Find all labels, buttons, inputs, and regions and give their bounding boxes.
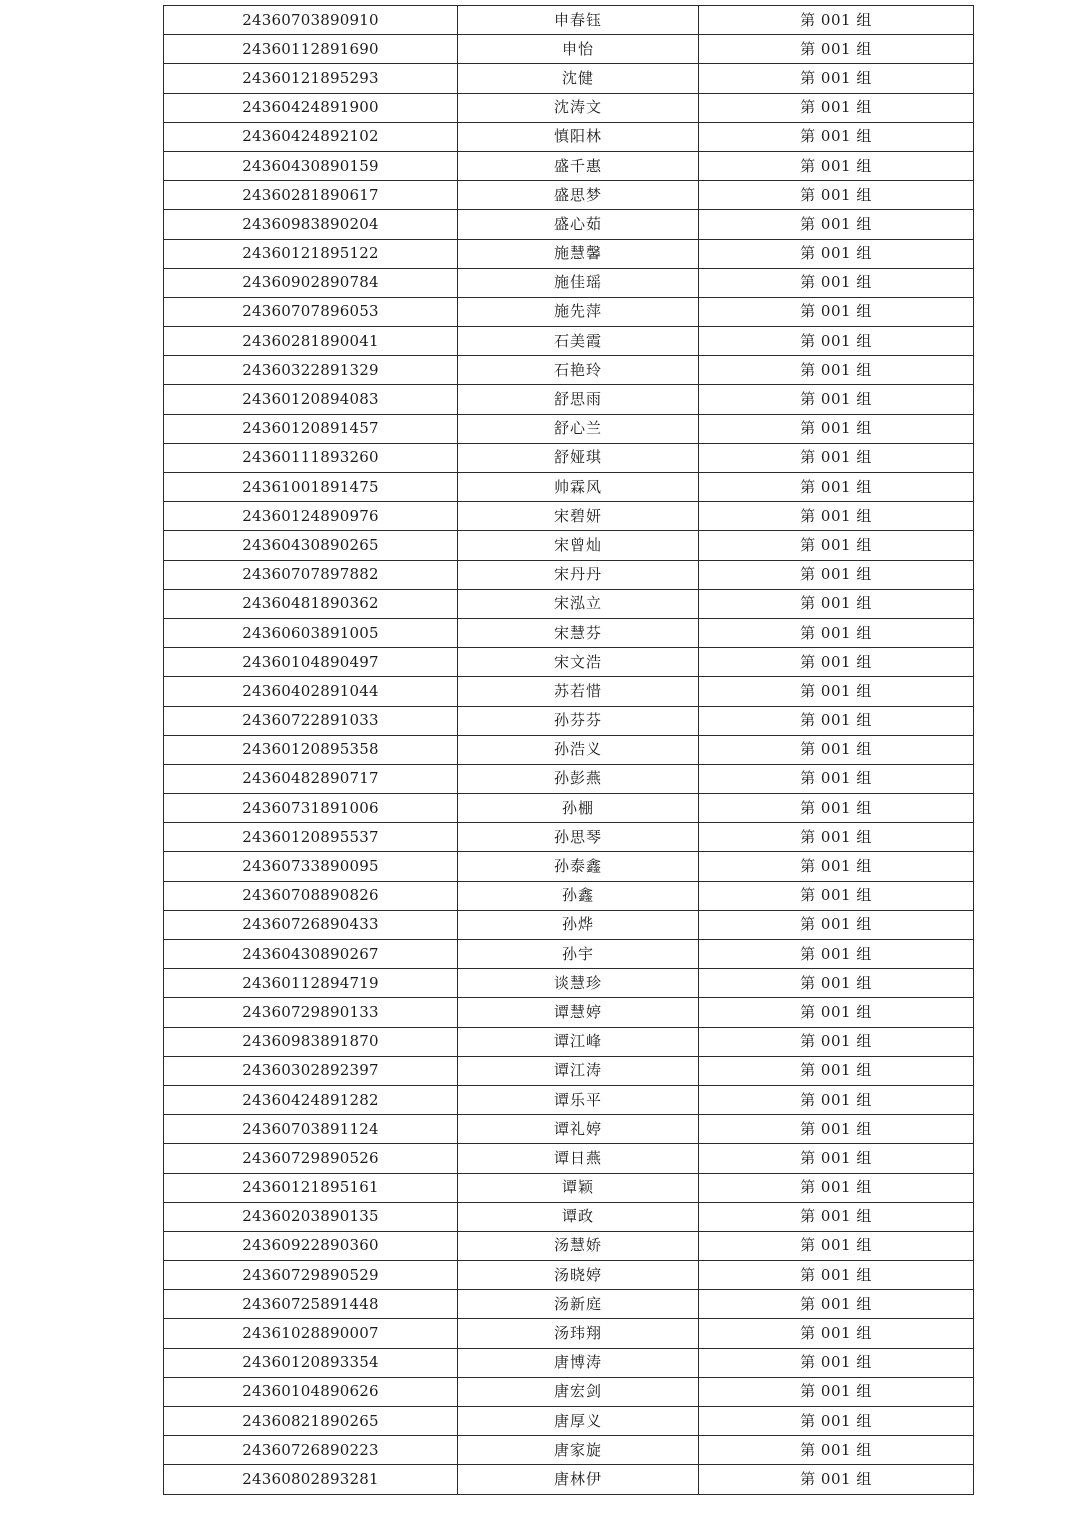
candidate-name-cell: 唐博涛 bbox=[458, 1348, 699, 1377]
table-row bbox=[164, 881, 974, 910]
table-row bbox=[164, 1115, 974, 1144]
candidate-name-cell: 孙烨 bbox=[458, 910, 699, 939]
group-cell: 第 001 组 bbox=[699, 1290, 974, 1319]
candidate-name-cell: 孙宇 bbox=[458, 940, 699, 969]
candidate-name-cell: 汤晓婷 bbox=[458, 1261, 699, 1290]
table-row bbox=[164, 6, 974, 35]
table-row bbox=[164, 443, 974, 472]
table-row bbox=[164, 1202, 974, 1231]
group-cell: 第 001 组 bbox=[699, 1115, 974, 1144]
table-row bbox=[164, 1465, 974, 1494]
exam-id-cell: 24360430890265 bbox=[164, 531, 458, 560]
group-cell: 第 001 组 bbox=[699, 297, 974, 326]
table-row bbox=[164, 940, 974, 969]
exam-id-cell: 24360111893260 bbox=[164, 443, 458, 472]
table-row bbox=[164, 1173, 974, 1202]
exam-id-cell: 24360424891282 bbox=[164, 1085, 458, 1114]
table-row bbox=[164, 1027, 974, 1056]
group-cell: 第 001 组 bbox=[699, 823, 974, 852]
table-row bbox=[164, 648, 974, 677]
candidate-name-cell: 谭慧婷 bbox=[458, 998, 699, 1027]
group-cell: 第 001 组 bbox=[699, 764, 974, 793]
candidate-name-cell: 施先萍 bbox=[458, 297, 699, 326]
candidate-name-cell: 宋慧芬 bbox=[458, 618, 699, 647]
table-row bbox=[164, 1290, 974, 1319]
group-cell: 第 001 组 bbox=[699, 618, 974, 647]
group-cell: 第 001 组 bbox=[699, 998, 974, 1027]
exam-id-cell: 24360731891006 bbox=[164, 794, 458, 823]
exam-id-cell: 24360703891124 bbox=[164, 1115, 458, 1144]
group-cell: 第 001 组 bbox=[699, 794, 974, 823]
table-row bbox=[164, 239, 974, 268]
group-cell: 第 001 组 bbox=[699, 93, 974, 122]
table-row bbox=[164, 910, 974, 939]
candidate-name-cell: 宋碧妍 bbox=[458, 502, 699, 531]
exam-id-cell: 24360902890784 bbox=[164, 268, 458, 297]
candidate-name-cell: 石美霞 bbox=[458, 327, 699, 356]
table-row bbox=[164, 735, 974, 764]
table-row bbox=[164, 764, 974, 793]
exam-id-cell: 24360922890360 bbox=[164, 1231, 458, 1260]
table-row bbox=[164, 1085, 974, 1114]
exam-id-cell: 24360729890526 bbox=[164, 1144, 458, 1173]
candidate-name-cell: 孙鑫 bbox=[458, 881, 699, 910]
candidate-name-cell: 申怡 bbox=[458, 35, 699, 64]
candidate-name-cell: 石艳玲 bbox=[458, 356, 699, 385]
table-row bbox=[164, 385, 974, 414]
group-cell: 第 001 组 bbox=[699, 881, 974, 910]
group-cell: 第 001 组 bbox=[699, 35, 974, 64]
exam-id-cell: 24360281890041 bbox=[164, 327, 458, 356]
table-row bbox=[164, 93, 974, 122]
group-cell: 第 001 组 bbox=[699, 1319, 974, 1348]
candidate-name-cell: 宋曾灿 bbox=[458, 531, 699, 560]
candidate-name-cell: 施慧馨 bbox=[458, 239, 699, 268]
group-cell: 第 001 组 bbox=[699, 414, 974, 443]
table-row bbox=[164, 969, 974, 998]
table-row bbox=[164, 297, 974, 326]
group-cell: 第 001 组 bbox=[699, 151, 974, 180]
exam-id-cell: 24360120893354 bbox=[164, 1348, 458, 1377]
candidate-name-cell: 盛思梦 bbox=[458, 181, 699, 210]
group-cell: 第 001 组 bbox=[699, 64, 974, 93]
candidate-name-cell: 沈健 bbox=[458, 64, 699, 93]
exam-id-cell: 24360120895537 bbox=[164, 823, 458, 852]
candidate-name-cell: 唐林伊 bbox=[458, 1465, 699, 1494]
candidate-name-cell: 宋文浩 bbox=[458, 648, 699, 677]
exam-id-cell: 24360430890267 bbox=[164, 940, 458, 969]
exam-id-cell: 24360112894719 bbox=[164, 969, 458, 998]
candidate-name-cell: 孙芬芬 bbox=[458, 706, 699, 735]
exam-id-cell: 24360424892102 bbox=[164, 122, 458, 151]
table-row bbox=[164, 1319, 974, 1348]
exam-id-cell: 24360424891900 bbox=[164, 93, 458, 122]
table-row bbox=[164, 151, 974, 180]
group-cell: 第 001 组 bbox=[699, 706, 974, 735]
group-cell: 第 001 组 bbox=[699, 648, 974, 677]
group-cell: 第 001 组 bbox=[699, 327, 974, 356]
exam-id-cell: 24360203890135 bbox=[164, 1202, 458, 1231]
exam-id-cell: 24360726890433 bbox=[164, 910, 458, 939]
table-row bbox=[164, 268, 974, 297]
table-row bbox=[164, 1056, 974, 1085]
table-row bbox=[164, 677, 974, 706]
exam-id-cell: 24360983891870 bbox=[164, 1027, 458, 1056]
table-row bbox=[164, 1436, 974, 1465]
exam-id-cell: 24360121895161 bbox=[164, 1173, 458, 1202]
candidate-name-cell: 宋丹丹 bbox=[458, 560, 699, 589]
table-row bbox=[164, 589, 974, 618]
candidate-name-cell: 谭政 bbox=[458, 1202, 699, 1231]
exam-id-cell: 24360482890717 bbox=[164, 764, 458, 793]
exam-id-cell: 24360430890159 bbox=[164, 151, 458, 180]
table-row bbox=[164, 823, 974, 852]
group-cell: 第 001 组 bbox=[699, 181, 974, 210]
table-row bbox=[164, 560, 974, 589]
group-cell: 第 001 组 bbox=[699, 1465, 974, 1494]
exam-id-cell: 24360121895122 bbox=[164, 239, 458, 268]
exam-id-cell: 24360729890133 bbox=[164, 998, 458, 1027]
exam-id-cell: 24360302892397 bbox=[164, 1056, 458, 1085]
group-cell: 第 001 组 bbox=[699, 1173, 974, 1202]
exam-id-cell: 24360726890223 bbox=[164, 1436, 458, 1465]
candidate-name-cell: 舒心兰 bbox=[458, 414, 699, 443]
exam-id-cell: 24360708890826 bbox=[164, 881, 458, 910]
table-row bbox=[164, 531, 974, 560]
group-cell: 第 001 组 bbox=[699, 385, 974, 414]
exam-id-cell: 24360729890529 bbox=[164, 1261, 458, 1290]
table-row bbox=[164, 706, 974, 735]
exam-id-cell: 24361028890007 bbox=[164, 1319, 458, 1348]
exam-id-cell: 24360120895358 bbox=[164, 735, 458, 764]
table-row bbox=[164, 998, 974, 1027]
group-cell: 第 001 组 bbox=[699, 473, 974, 502]
table-row bbox=[164, 122, 974, 151]
exam-id-cell: 24360121895293 bbox=[164, 64, 458, 93]
roster-table bbox=[163, 5, 974, 1495]
group-cell: 第 001 组 bbox=[699, 268, 974, 297]
exam-id-cell: 24360821890265 bbox=[164, 1407, 458, 1436]
table-row bbox=[164, 1348, 974, 1377]
candidate-name-cell: 孙棚 bbox=[458, 794, 699, 823]
group-cell: 第 001 组 bbox=[699, 560, 974, 589]
roster-table-body bbox=[164, 6, 974, 1495]
group-cell: 第 001 组 bbox=[699, 531, 974, 560]
candidate-name-cell: 沈涛文 bbox=[458, 93, 699, 122]
group-cell: 第 001 组 bbox=[699, 1144, 974, 1173]
candidate-name-cell: 孙彭燕 bbox=[458, 764, 699, 793]
table-row bbox=[164, 1261, 974, 1290]
candidate-name-cell: 宋泓立 bbox=[458, 589, 699, 618]
candidate-name-cell: 唐宏剑 bbox=[458, 1377, 699, 1406]
exam-id-cell: 24360707896053 bbox=[164, 297, 458, 326]
table-row bbox=[164, 210, 974, 239]
candidate-name-cell: 谭江涛 bbox=[458, 1056, 699, 1085]
candidate-name-cell: 谈慧珍 bbox=[458, 969, 699, 998]
exam-id-cell: 24360112891690 bbox=[164, 35, 458, 64]
candidate-name-cell: 谭乐平 bbox=[458, 1085, 699, 1114]
group-cell: 第 001 组 bbox=[699, 356, 974, 385]
candidate-name-cell: 谭礼婷 bbox=[458, 1115, 699, 1144]
candidate-name-cell: 孙浩义 bbox=[458, 735, 699, 764]
exam-id-cell: 24360802893281 bbox=[164, 1465, 458, 1494]
candidate-name-cell: 汤新庭 bbox=[458, 1290, 699, 1319]
table-row bbox=[164, 852, 974, 881]
group-cell: 第 001 组 bbox=[699, 502, 974, 531]
group-cell: 第 001 组 bbox=[699, 1085, 974, 1114]
exam-id-cell: 24360402891044 bbox=[164, 677, 458, 706]
exam-id-cell: 24360703890910 bbox=[164, 6, 458, 35]
group-cell: 第 001 组 bbox=[699, 239, 974, 268]
candidate-name-cell: 施佳瑶 bbox=[458, 268, 699, 297]
candidate-name-cell: 谭颖 bbox=[458, 1173, 699, 1202]
group-cell: 第 001 组 bbox=[699, 589, 974, 618]
group-cell: 第 001 组 bbox=[699, 969, 974, 998]
candidate-name-cell: 帅霖风 bbox=[458, 473, 699, 502]
candidate-name-cell: 慎阳林 bbox=[458, 122, 699, 151]
candidate-name-cell: 舒娅琪 bbox=[458, 443, 699, 472]
table-row bbox=[164, 181, 974, 210]
candidate-name-cell: 谭江峰 bbox=[458, 1027, 699, 1056]
candidate-name-cell: 盛千惠 bbox=[458, 151, 699, 180]
table-row bbox=[164, 473, 974, 502]
table-row bbox=[164, 794, 974, 823]
table-row bbox=[164, 327, 974, 356]
candidate-name-cell: 唐家旋 bbox=[458, 1436, 699, 1465]
table-row bbox=[164, 1377, 974, 1406]
candidate-name-cell: 苏若惜 bbox=[458, 677, 699, 706]
candidate-name-cell: 唐厚义 bbox=[458, 1407, 699, 1436]
candidate-name-cell: 申春钰 bbox=[458, 6, 699, 35]
exam-id-cell: 24360104890497 bbox=[164, 648, 458, 677]
group-cell: 第 001 组 bbox=[699, 6, 974, 35]
exam-id-cell: 24360481890362 bbox=[164, 589, 458, 618]
group-cell: 第 001 组 bbox=[699, 1231, 974, 1260]
table-row bbox=[164, 618, 974, 647]
exam-id-cell: 24360722891033 bbox=[164, 706, 458, 735]
group-cell: 第 001 组 bbox=[699, 735, 974, 764]
table-row bbox=[164, 502, 974, 531]
table-row bbox=[164, 64, 974, 93]
table-row bbox=[164, 414, 974, 443]
exam-id-cell: 24360603891005 bbox=[164, 618, 458, 647]
candidate-name-cell: 舒思雨 bbox=[458, 385, 699, 414]
exam-id-cell: 24360120894083 bbox=[164, 385, 458, 414]
group-cell: 第 001 组 bbox=[699, 852, 974, 881]
candidate-name-cell: 孙泰鑫 bbox=[458, 852, 699, 881]
group-cell: 第 001 组 bbox=[699, 940, 974, 969]
group-cell: 第 001 组 bbox=[699, 1407, 974, 1436]
group-cell: 第 001 组 bbox=[699, 677, 974, 706]
group-cell: 第 001 组 bbox=[699, 1377, 974, 1406]
group-cell: 第 001 组 bbox=[699, 1202, 974, 1231]
exam-id-cell: 24360707897882 bbox=[164, 560, 458, 589]
table-row bbox=[164, 35, 974, 64]
exam-id-cell: 24360733890095 bbox=[164, 852, 458, 881]
group-cell: 第 001 组 bbox=[699, 1436, 974, 1465]
exam-id-cell: 24360983890204 bbox=[164, 210, 458, 239]
candidate-name-cell: 盛心茹 bbox=[458, 210, 699, 239]
table-row bbox=[164, 1407, 974, 1436]
candidate-name-cell: 汤玮翔 bbox=[458, 1319, 699, 1348]
exam-id-cell: 24361001891475 bbox=[164, 473, 458, 502]
exam-id-cell: 24360104890626 bbox=[164, 1377, 458, 1406]
group-cell: 第 001 组 bbox=[699, 1027, 974, 1056]
group-cell: 第 001 组 bbox=[699, 210, 974, 239]
group-cell: 第 001 组 bbox=[699, 122, 974, 151]
exam-id-cell: 24360120891457 bbox=[164, 414, 458, 443]
exam-id-cell: 24360124890976 bbox=[164, 502, 458, 531]
exam-id-cell: 24360322891329 bbox=[164, 356, 458, 385]
table-row bbox=[164, 1231, 974, 1260]
group-cell: 第 001 组 bbox=[699, 1056, 974, 1085]
candidate-name-cell: 孙思琴 bbox=[458, 823, 699, 852]
exam-id-cell: 24360725891448 bbox=[164, 1290, 458, 1319]
group-cell: 第 001 组 bbox=[699, 1348, 974, 1377]
candidate-name-cell: 谭日燕 bbox=[458, 1144, 699, 1173]
group-cell: 第 001 组 bbox=[699, 1261, 974, 1290]
candidate-name-cell: 汤慧娇 bbox=[458, 1231, 699, 1260]
group-cell: 第 001 组 bbox=[699, 443, 974, 472]
table-row bbox=[164, 1144, 974, 1173]
table-row bbox=[164, 356, 974, 385]
exam-id-cell: 24360281890617 bbox=[164, 181, 458, 210]
group-cell: 第 001 组 bbox=[699, 910, 974, 939]
